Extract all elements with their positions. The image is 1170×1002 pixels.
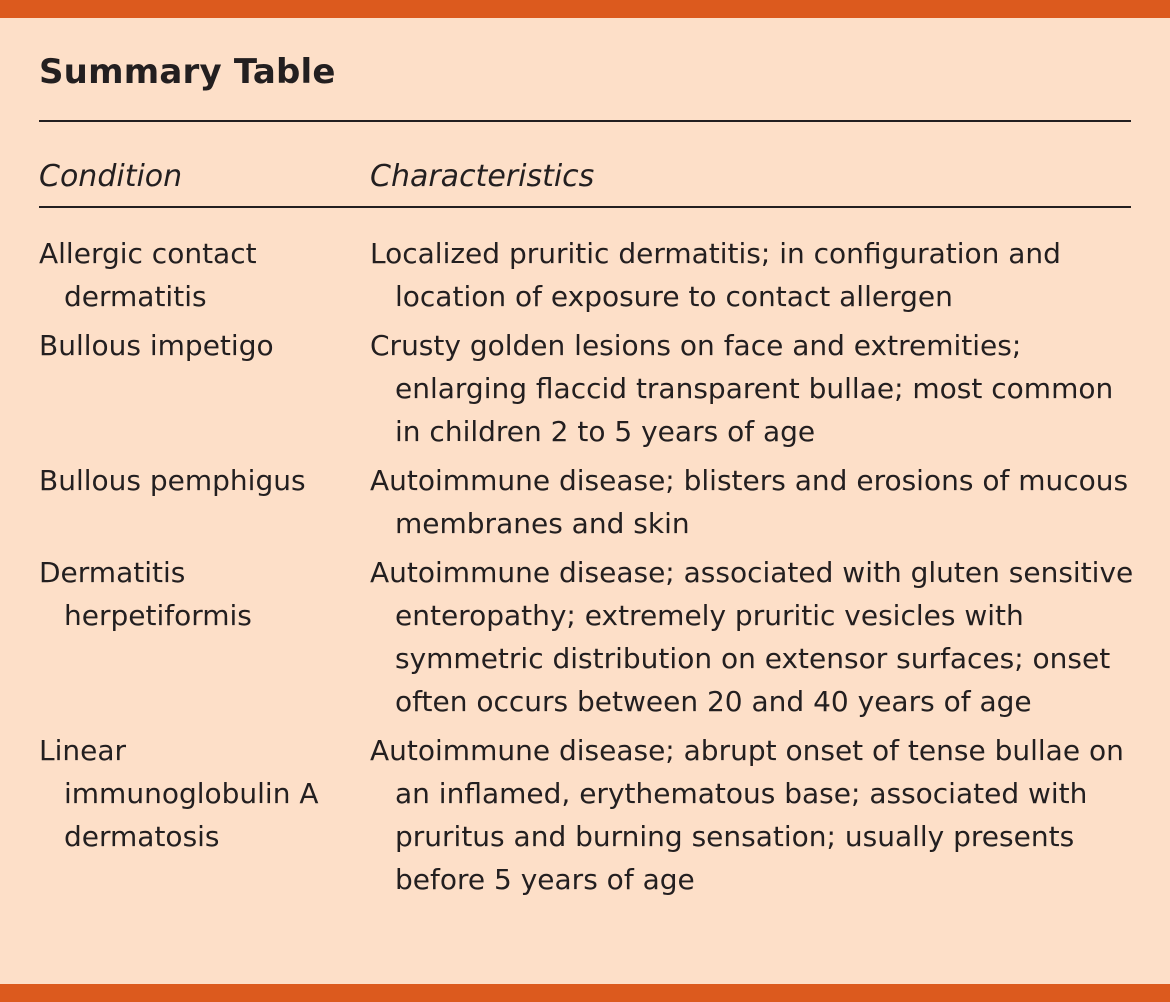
top-accent-bar [0,0,1170,18]
table-row [39,459,1139,545]
column-header-characteristics: Characteristics [370,159,595,194]
title-divider [39,120,1131,122]
characteristics-cell: Autoimmune disease; abrupt onset of tense bullae on an inflamed, erythematous base; associated with pruritus and burning sensation; usually presents before 5 years of age [370,734,1124,896]
bottom-accent-bar [0,984,1170,1002]
table-row [39,551,1139,723]
condition-cell: Linear immunoglobulin A dermatosis [39,734,319,853]
condition-cell: Dermatitis herpetiformis [39,556,252,632]
table-title: Summary Table [39,52,336,92]
table-body [39,232,1139,907]
condition-cell: Allergic contact dermatitis [39,237,257,313]
table-row [39,729,1139,901]
characteristics-cell: Crusty golden lesions on face and extremities; enlarging flaccid transparent bullae; most common in children 2 to 5 years of age [370,329,1114,448]
condition-cell: Bullous pemphigus [39,464,306,497]
table-row [39,232,1139,318]
header-divider [39,206,1131,208]
characteristics-cell: Autoimmune disease; blisters and erosions of mucous membranes and skin [370,464,1129,540]
characteristics-cell: Localized pruritic dermatitis; in configuration and location of exposure to contact allergen [370,237,1061,313]
characteristics-cell: Autoimmune disease; associated with gluten sensitive enteropathy; extremely pruritic vesicles with symmetric distribution on extensor surfaces; onset often occurs between 20 and 40 years of age [370,556,1134,718]
table-row [39,324,1139,453]
condition-cell: Bullous impetigo [39,329,274,362]
column-header-condition: Condition [39,159,183,194]
